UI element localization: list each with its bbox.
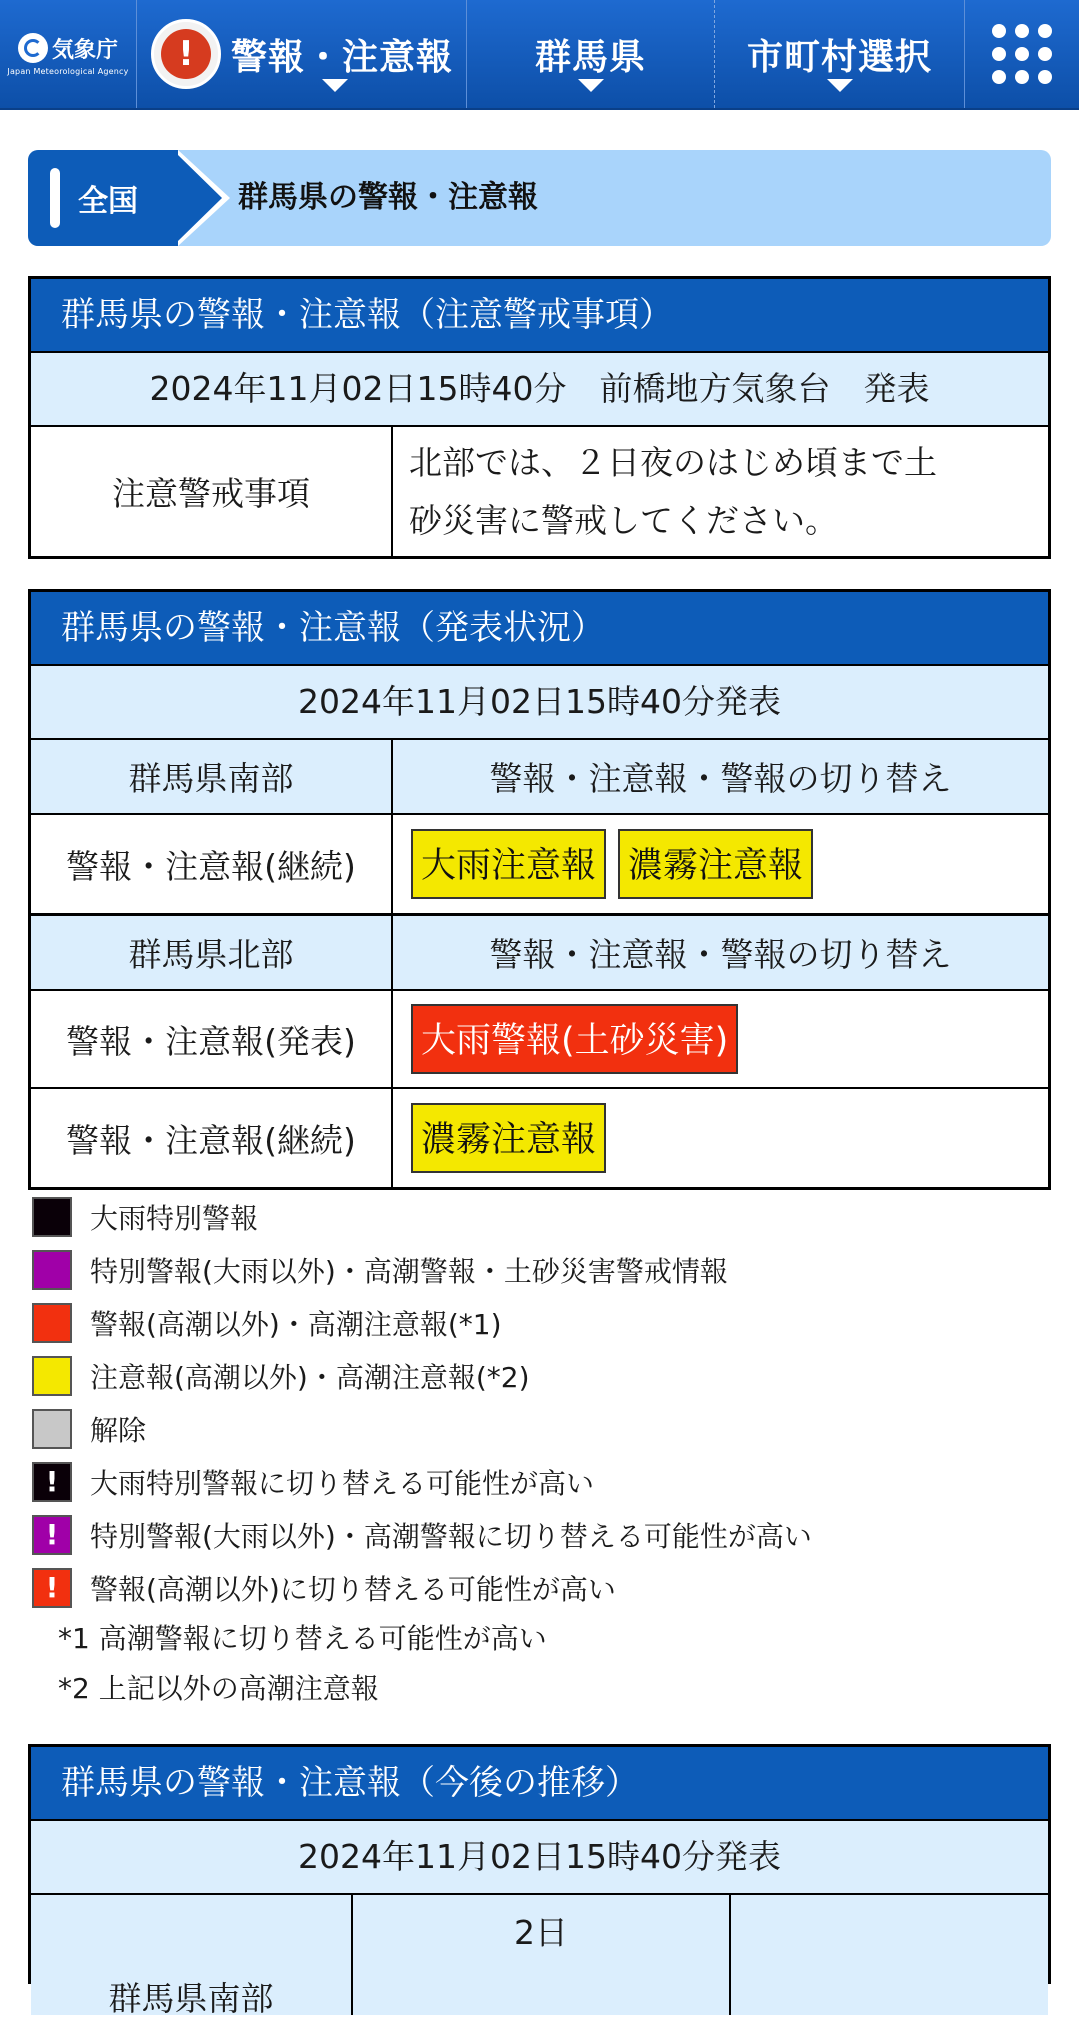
breadcrumb: [28, 150, 1051, 246]
issued-time: 2024年11月02日15時40分発表: [31, 666, 1048, 738]
caution-label: 注意警戒事項: [31, 427, 393, 556]
nav-city-label: 市町村選択: [746, 36, 932, 78]
warning-badge[interactable]: 濃霧注意報: [618, 829, 813, 899]
legend-item: ! 警報(高潮以外)に切り替える可能性が高い: [32, 1561, 1052, 1614]
status-label: 警報・注意報(継続): [31, 815, 393, 913]
chevron-down-icon: [827, 79, 853, 92]
nav-prefecture-label: 群馬県: [534, 36, 646, 78]
issued-time: 2024年11月02日15時40分発表: [31, 1821, 1048, 1893]
legend-note: *2 上記以外の高潮注意報: [58, 1672, 379, 1705]
area-name: 群馬県北部: [31, 916, 393, 989]
legend-item: 注意報(高潮以外)・高潮注意報(*2): [32, 1349, 1052, 1402]
section-title: 群馬県の警報・注意報（注意警戒事項）: [31, 279, 1048, 353]
warning-badge[interactable]: 大雨注意報: [411, 829, 606, 899]
color-swatch: [32, 1197, 72, 1237]
legend-item: 特別警報(大雨以外)・高潮警報・土砂災害警戒情報: [32, 1243, 1052, 1296]
nav-warnings-button[interactable]: [137, 0, 467, 108]
area-name: 群馬県南部: [31, 740, 393, 813]
breadcrumb-home-link[interactable]: [28, 150, 178, 246]
exclamation-icon: !: [32, 1515, 72, 1555]
nav-warnings-label: 警報・注意報: [231, 36, 454, 78]
day-header: 2日: [353, 1895, 731, 2015]
jma-logo-icon: [18, 33, 48, 63]
exclamation-icon: !: [32, 1462, 72, 1502]
caution-text: 砂災害に警戒してください。: [409, 500, 838, 540]
issuance-status-table: [28, 589, 1051, 1190]
chevron-down-icon: [322, 79, 348, 92]
legend-item: 警報(高潮以外)・高潮注意報(*1): [32, 1296, 1052, 1349]
nav-prefecture-button[interactable]: [467, 0, 715, 108]
logo-text: 気象庁: [51, 37, 118, 63]
menu-button[interactable]: [965, 0, 1079, 108]
status-label: 警報・注意報(継続): [31, 1089, 393, 1187]
column-header: 警報・注意報・警報の切り替え: [393, 916, 1048, 989]
legend-item: 大雨特別警報: [32, 1190, 1052, 1243]
jma-logo[interactable]: [0, 0, 137, 108]
section-title: 群馬県の警報・注意報（発表状況）: [31, 592, 1048, 666]
area-name: 群馬県南部: [31, 1895, 353, 2015]
color-swatch: [32, 1250, 72, 1290]
warning-icon: !: [151, 19, 221, 89]
forecast-table: [28, 1744, 1051, 2018]
logo-subtext: Japan Meteorological Agency: [7, 66, 129, 76]
warning-badge[interactable]: 大雨警報(土砂災害): [411, 1004, 738, 1074]
warning-badge[interactable]: 濃霧注意報: [411, 1103, 606, 1173]
time-header: [731, 1895, 1048, 2015]
legend-note: *1 高潮警報に切り替える可能性が高い: [58, 1622, 547, 1655]
chevron-down-icon: [578, 79, 604, 92]
legend-item: 解除: [32, 1402, 1052, 1455]
nav-city-select-button[interactable]: [715, 0, 965, 108]
grid-menu-icon: [992, 24, 1052, 84]
caution-items-table: [28, 276, 1051, 559]
legend-item: ! 大雨特別警報に切り替える可能性が高い: [32, 1455, 1052, 1508]
exclamation-icon: !: [32, 1568, 72, 1608]
breadcrumb-home-label: 全国: [78, 184, 138, 219]
status-label: 警報・注意報(発表): [31, 991, 393, 1087]
column-header: 警報・注意報・警報の切り替え: [393, 740, 1048, 813]
color-legend: [32, 1190, 1052, 1714]
section-title: 群馬県の警報・注意報（今後の推移）: [31, 1747, 1048, 1821]
caution-text: 北部では、２日夜のはじめ頃まで土: [409, 442, 937, 482]
color-swatch: [32, 1303, 72, 1343]
issued-time: 2024年11月02日15時40分 前橋地方気象台 発表: [31, 353, 1048, 425]
top-nav: [0, 0, 1079, 110]
breadcrumb-current: 群馬県の警報・注意報: [238, 180, 538, 215]
legend-item: ! 特別警報(大雨以外)・高潮警報に切り替える可能性が高い: [32, 1508, 1052, 1561]
color-swatch: [32, 1356, 72, 1396]
color-swatch: [32, 1409, 72, 1449]
